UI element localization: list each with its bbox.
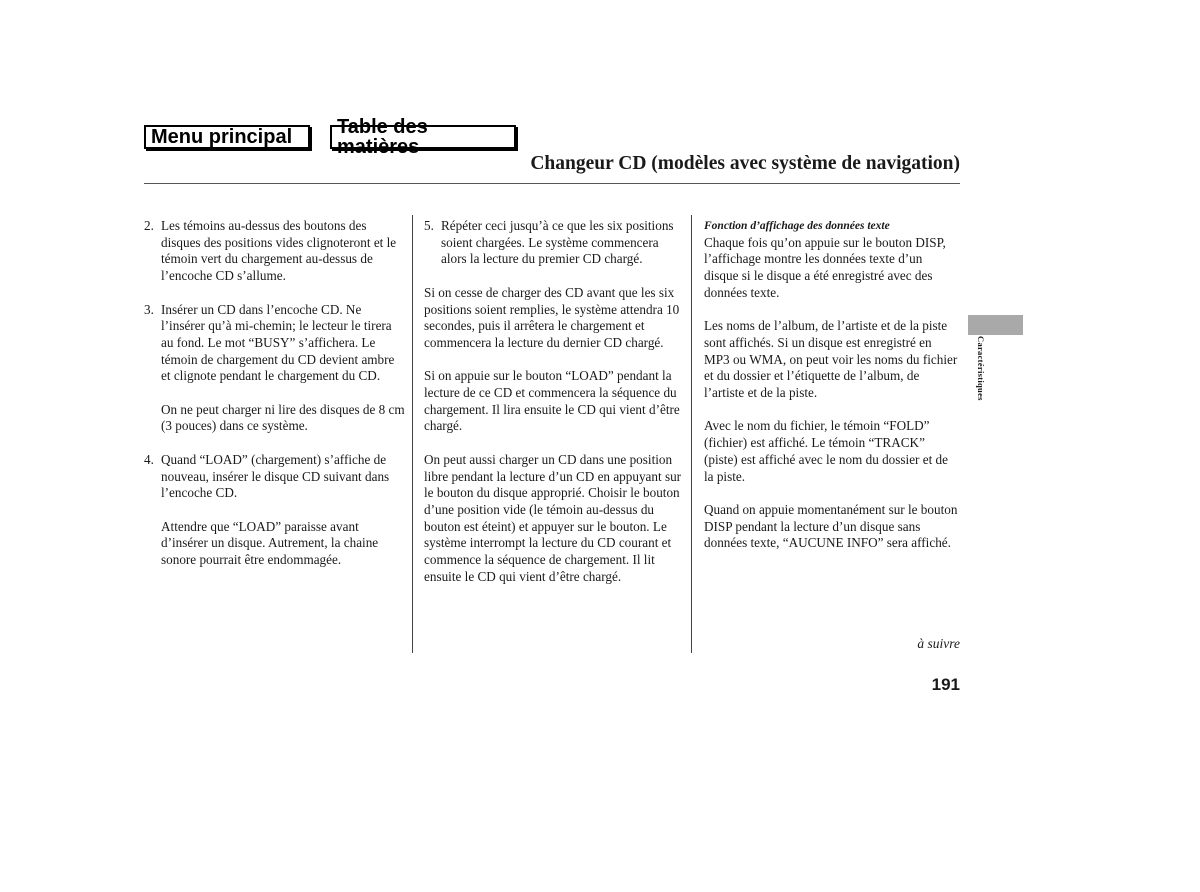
step-5 (424, 218, 686, 268)
main-menu-button[interactable] (144, 125, 310, 149)
section-tab-label: Caractéristiques (976, 336, 986, 401)
step-4 (144, 452, 406, 502)
step-number: 4. (144, 451, 154, 467)
step-3 (144, 302, 406, 386)
column-left (144, 218, 406, 569)
paragraph: Avec le nom du fichier, le témoin “FOLD” (fichier) est affiché. Le témoin “TRACK” (piste) est affiché avec le nom du dossier et de la piste. (704, 418, 949, 484)
section-tab-marker (968, 315, 1023, 335)
step-text: Répéter ceci jusqu’à ce que les six positions soient chargées. Le système commencera alors la lecture du premier CD chargé. (441, 218, 674, 267)
page-number: 191 (931, 675, 960, 694)
column-divider-left (412, 215, 413, 653)
step-text: Insérer un CD dans l’encoche CD. Ne l’insérer qu’à mi-chemin; le lecteur le tirera au fond. Le mot “BUSY” s’affichera. Le témoin de chargement du CD devient ambre et clignote pendant le chargement du CD. (161, 301, 395, 384)
table-of-contents-label: Table des matières (337, 116, 428, 158)
step-number: 2. (144, 218, 154, 233)
column-right (704, 218, 960, 552)
page-title: Changeur CD (modèles avec système de navigation) (530, 153, 960, 174)
paragraph: Chaque fois qu’on appuie sur le bouton DISP, l’affichage montre les données texte d’un disque si le disque a été enregistré avec des données texte. (704, 234, 946, 300)
step-4-note: Attendre que “LOAD” paraisse avant d’insérer un disque. Autrement, la chaine sonore pourrait être endommagée. (161, 518, 379, 567)
step-number: 3. (144, 301, 154, 317)
table-of-contents-button[interactable] (330, 116, 516, 158)
main-menu-label: Menu principal (151, 126, 293, 148)
title-divider (144, 183, 960, 184)
column-middle (424, 218, 686, 585)
paragraph: Les noms de l’album, de l’artiste et de la piste sont affichés. Si un disque est enregistré en MP3 ou WMA, on peut voir les noms du fichier et du dossier et l’étiquette de l’album, de l’artiste et de la piste. (704, 318, 958, 401)
paragraph: Si on appuie sur le bouton “LOAD” pendant la lecture de ce CD et commencera la séquence du chargement. Il lira ensuite le CD qui vient d’être chargé. (424, 368, 680, 434)
step-2 (144, 218, 406, 285)
step-text: Quand “LOAD” (chargement) s’affiche de nouveau, insérer le disque CD suivant dans l’encoche CD. (161, 451, 390, 501)
section-heading: Fonction d’affichage des données texte (704, 220, 890, 232)
paragraph: Quand on appuie momentanément sur le bouton DISP pendant la lecture d’un disque sans données texte, “AUCUNE INFO” sera affiché. (704, 501, 958, 551)
step-3-note: On ne peut charger ni lire des disques de 8 cm (3 pouces) dans ce système. (161, 401, 405, 434)
step-text: Les témoins au-dessus des boutons des disques des positions vides clignoteront et le témoin vert du chargement au-dessus de l’encoche CD s’allume. (161, 218, 397, 284)
paragraph: On peut aussi charger un CD dans une position libre pendant la lecture d’un CD en appuyant sur le bouton du disque approprié. Choisir le bouton d’une position vide (le témoin au-dessus du bouton est éteint) et appuyer sur le bouton. Le système interrompt la lecture du CD courant et commence la séquence de chargement. Il lit ensuite le CD qui vient d’être chargé. (424, 451, 682, 584)
step-number: 5. (424, 218, 434, 233)
column-divider-right (691, 215, 692, 653)
continued-label: à suivre (917, 636, 960, 651)
paragraph: Si on cesse de charger des CD avant que les six positions soient remplies, le système attendra 10 secondes, puis il arrêtera le chargement et commencera la lecture du dernier CD chargé. (424, 284, 680, 350)
